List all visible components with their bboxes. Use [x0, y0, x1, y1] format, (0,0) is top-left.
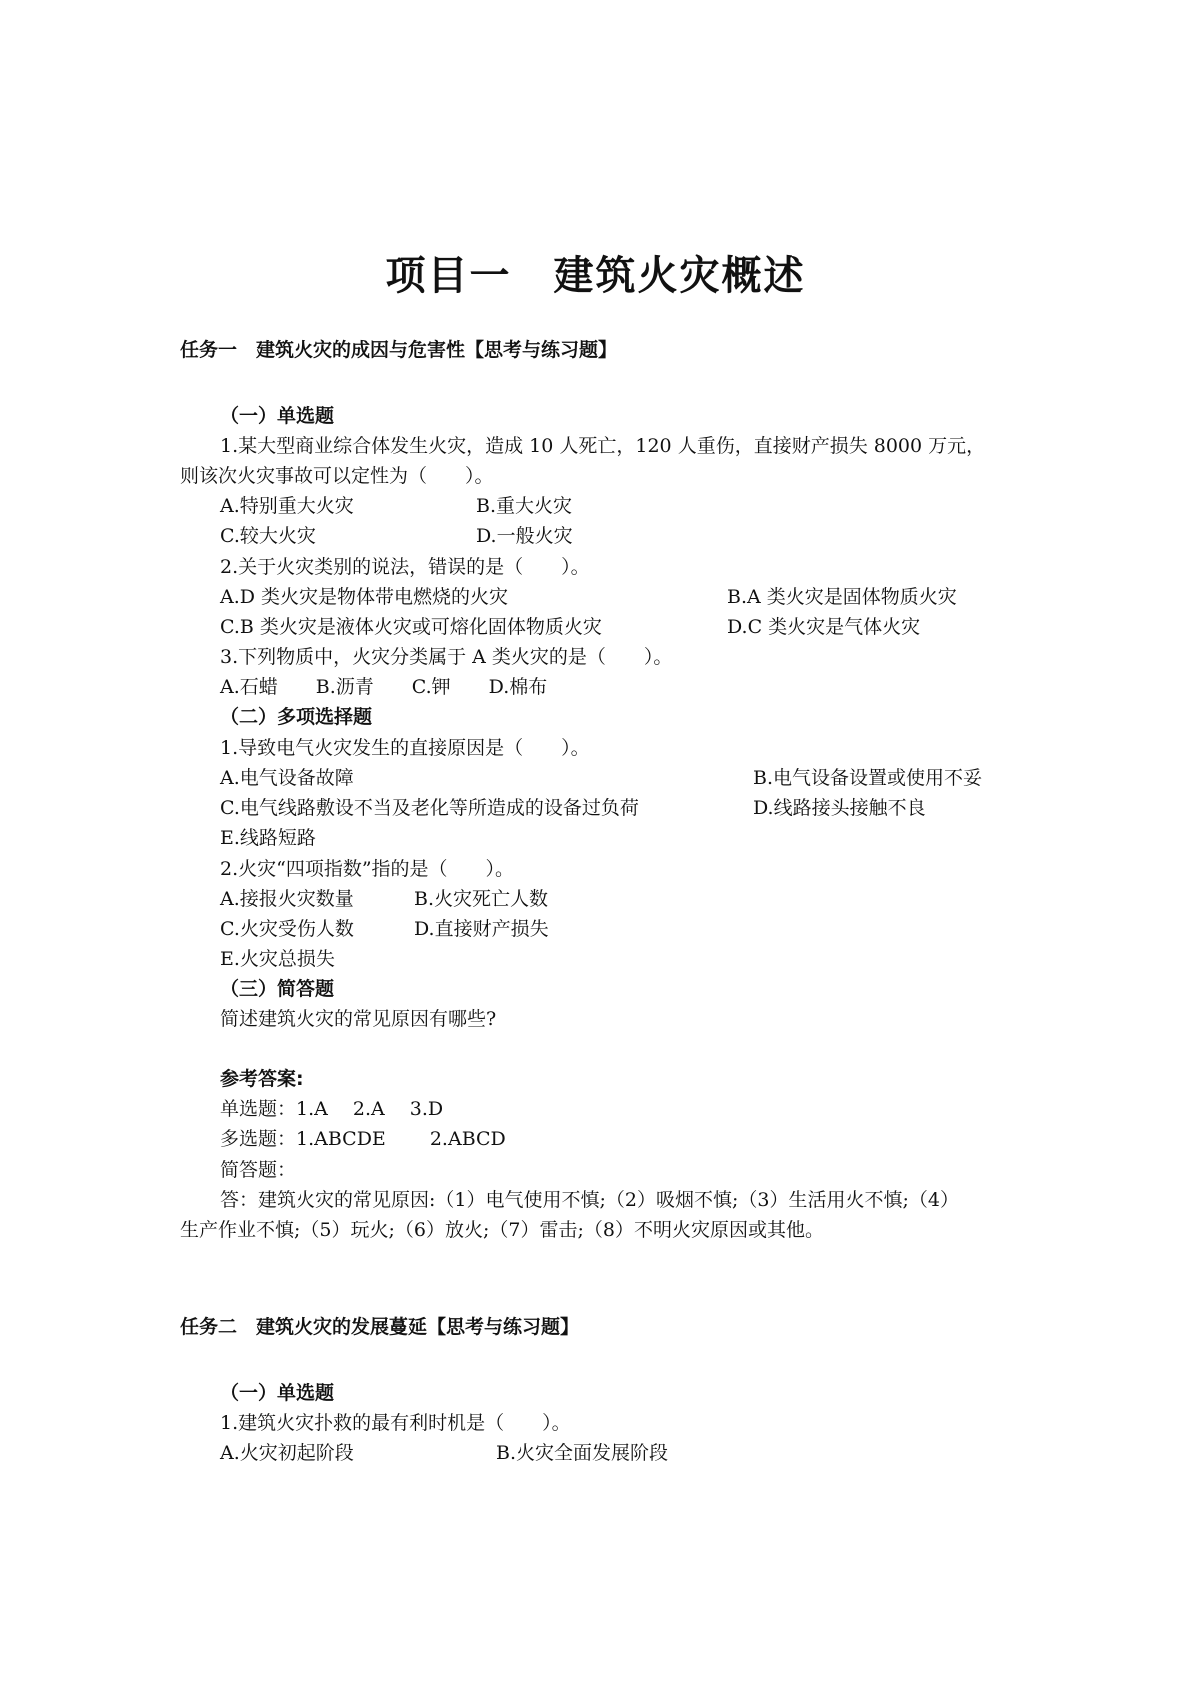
task1-q2: 2.关于火灾类别的说法，错误的是（ ）。: [220, 556, 590, 578]
task1-q3: 3.下列物质中，火灾分类属于 A 类火灾的是（ ）。: [220, 646, 673, 668]
task1-m2: 2.火灾“四项指数”指的是（ ）。: [220, 858, 515, 880]
answers-single-choice: 单选题：1.A 2.A 3.D: [220, 1098, 444, 1120]
task1-q1-option-d: D.一般火灾: [476, 525, 573, 547]
task2-q1-option-a: A.火灾初起阶段: [220, 1442, 354, 1464]
task2-q1: 1.建筑火灾扑救的最有利时机是（ ）。: [220, 1412, 571, 1434]
task2-q1-option-b: B.火灾全面发展阶段: [496, 1442, 669, 1464]
task1-m2-option-d: D.直接财产损失: [414, 918, 549, 940]
task2-heading: 任务二 建筑火灾的发展蔓延【思考与练习题】: [180, 1316, 580, 1338]
task1-m2-option-c: C.火灾受伤人数: [220, 918, 354, 940]
task1-q2-option-c: C.B 类火灾是液体火灾或可熔化固体物质火灾: [220, 616, 602, 638]
answers-multiple-choice: 多选题：1.ABCDE 2.ABCD: [220, 1128, 506, 1150]
task1-q1-option-a: A.特别重大火灾: [220, 495, 354, 517]
page-title: 项目一 建筑火灾概述: [385, 253, 806, 299]
answers-heading: 参考答案:: [220, 1068, 304, 1090]
task1-q1-option-c: C.较大火灾: [220, 525, 316, 547]
task1-q2-option-d: D.C 类火灾是气体火灾: [727, 616, 921, 638]
task1-q1-option-b: B.重大火灾: [476, 495, 573, 517]
task1-m2-option-b: B.火灾死亡人数: [414, 888, 549, 910]
task1-m1-option-c: C.电气线路敷设不当及老化等所造成的设备过负荷: [220, 797, 639, 819]
answers-short-answer-line1: 答：建筑火灾的常见原因:（1）电气使用不慎;（2）吸烟不慎;（3）生活用火不慎;（4）: [220, 1189, 959, 1211]
task1-q3-options: A.石蜡 B.沥青 C.钾 D.棉布: [220, 676, 548, 698]
task1-m1-option-b: B.电气设备设置或使用不妥: [753, 767, 983, 789]
task1-q2-option-a: A.D 类火灾是物体带电燃烧的火灾: [220, 586, 509, 608]
task1-short-question: 简述建筑火灾的常见原因有哪些?: [220, 1008, 497, 1030]
task1-m2-option-e: E.火灾总损失: [220, 948, 335, 970]
task1-section-multiple-choice: （二）多项选择题: [220, 706, 373, 728]
task1-m1: 1.导致电气火灾发生的直接原因是（ ）。: [220, 737, 590, 759]
task1-m2-option-a: A.接报火灾数量: [220, 888, 354, 910]
task1-section-single-choice: （一）单选题: [220, 405, 335, 427]
task1-q1-line1: 1.某大型商业综合体发生火灾，造成 10 人死亡，120 人重伤，直接财产损失 8000 万元，: [220, 435, 986, 457]
task1-q2-option-b: B.A 类火灾是固体物质火灾: [727, 586, 957, 608]
task1-m1-option-a: A.电气设备故障: [220, 767, 354, 789]
task1-heading: 任务一 建筑火灾的成因与危害性【思考与练习题】: [180, 339, 618, 361]
task1-q1-line2: 则该次火灾事故可以定性为（ ）。: [180, 465, 494, 487]
task1-m1-option-d: D.线路接头接触不良: [753, 797, 926, 819]
task2-section-single-choice: （一）单选题: [220, 1382, 335, 1404]
task1-m1-option-e: E.线路短路: [220, 827, 316, 849]
task1-section-short-answer: （三）简答题: [220, 978, 335, 1000]
answers-short-answer-label: 简答题：: [220, 1159, 297, 1181]
answers-short-answer-line2: 生产作业不慎;（5）玩火;（6）放火;（7）雷击;（8）不明火灾原因或其他。: [180, 1219, 824, 1241]
